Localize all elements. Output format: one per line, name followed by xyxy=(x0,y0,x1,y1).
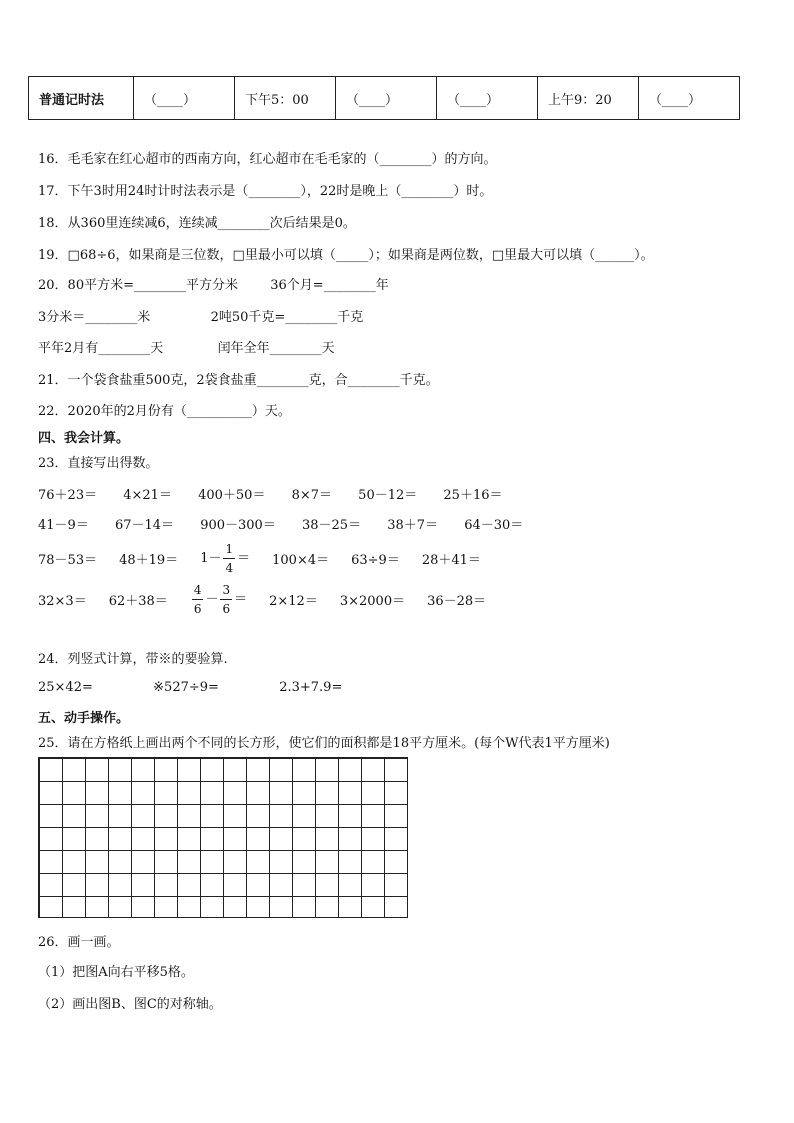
question-19: 19．□68÷6，如果商是三位数，□里最小可以填（_____）；如果商是两位数，□里最大可以填（______）。 xyxy=(38,248,654,263)
calc-item: 36－28＝ xyxy=(427,593,487,609)
question-20-c: 3分米＝________米 xyxy=(38,310,151,325)
fraction-denominator: 6 xyxy=(193,601,202,616)
question-18: 18．从360里连续减6，连续减________次后结果是0。 xyxy=(38,216,356,231)
question-17: 17．下午3时用24时计时法表示是（________），22时是晚上（________）时。 xyxy=(38,184,493,199)
calc-item: 4×21＝ xyxy=(123,488,172,503)
question-20-line-3 xyxy=(38,337,335,356)
calc-item: 100×4＝ xyxy=(272,552,330,568)
fraction-numerator: 4 xyxy=(192,583,204,600)
calc-item: 50－12＝ xyxy=(358,488,418,503)
question-20-line-2 xyxy=(38,306,363,325)
question-22: 22．2020年的2月份有（__________）天。 xyxy=(38,404,291,419)
calc-row-2 xyxy=(38,514,545,533)
question-21: 21．一个袋食盐重500克，2袋食盐重________克，合________千克。 xyxy=(38,373,439,388)
fraction xyxy=(192,583,204,616)
calc-item: 32×3＝ xyxy=(38,593,87,609)
calc-prefix: 1－ xyxy=(200,550,222,566)
calc-row-3 xyxy=(38,541,503,575)
question-20-f: 闰年全年________天 xyxy=(217,341,335,356)
fraction-denominator: 6 xyxy=(222,601,231,616)
calc-item-fraction xyxy=(200,542,250,575)
time-table-cell: 上午9：20 xyxy=(538,77,639,120)
section-5-heading: 五、动手操作。 xyxy=(38,711,130,726)
calc-suffix: ＝ xyxy=(237,550,251,566)
calc-item: 48＋19＝ xyxy=(119,552,179,568)
fraction xyxy=(220,583,232,616)
calc-item: 400＋50＝ xyxy=(198,488,266,503)
calc-item: 76＋23＝ xyxy=(38,488,98,503)
question-16: 16．毛毛家在红心超市的西南方向，红心超市在毛毛家的（________）的方向。 xyxy=(38,152,497,167)
time-table-row xyxy=(29,77,740,120)
time-table-blank[interactable]: （____） xyxy=(437,77,538,120)
vertical-calc-item: 2.3+7.9= xyxy=(279,680,343,695)
question-23: 23．直接写出得数。 xyxy=(38,456,159,471)
vertical-calc-item: ※527÷9= xyxy=(153,680,219,695)
question-20-b: 36个月=________年 xyxy=(270,278,389,293)
time-table-header-cell: 普通记时法 xyxy=(29,77,134,120)
fraction xyxy=(223,542,235,575)
question-26-part-2: （2）画出图B、图C的对称轴。 xyxy=(38,997,222,1012)
calc-item: 63÷9＝ xyxy=(351,552,400,568)
minus-sign: － xyxy=(205,591,219,607)
question-20-d: 2吨50千克=________千克 xyxy=(210,310,364,325)
calc-item-fraction xyxy=(190,583,247,616)
calc-item: 2×12＝ xyxy=(269,593,318,609)
calc-row-1 xyxy=(38,484,525,503)
calc-item: 78－53＝ xyxy=(38,552,98,568)
calc-item: 38＋7＝ xyxy=(387,518,439,533)
vertical-calc-item: 25×42= xyxy=(38,680,93,695)
calc-item: 38－25＝ xyxy=(301,518,362,533)
calc-item: 900－300＝ xyxy=(200,518,276,533)
calc-item: 67－14＝ xyxy=(114,518,175,533)
question-20-e: 平年2月有________天 xyxy=(38,341,164,356)
fraction-numerator: 3 xyxy=(220,583,232,600)
time-table xyxy=(28,76,740,120)
calc-row-4 xyxy=(38,581,508,617)
calc-item: 62＋38＝ xyxy=(108,593,168,609)
question-26-part-1: （1）把图A向右平移5格。 xyxy=(38,965,194,980)
calc-item: 28＋41＝ xyxy=(421,552,481,568)
calc-item: 64－30＝ xyxy=(464,518,524,533)
calc-item: 41－9＝ xyxy=(38,518,89,533)
calc-item: 3×2000＝ xyxy=(339,593,406,609)
time-table-blank[interactable]: （____） xyxy=(134,77,235,120)
fraction-denominator: 4 xyxy=(225,560,234,575)
time-table-cell: 下午5：00 xyxy=(235,77,336,120)
graph-paper-grid[interactable] xyxy=(38,757,408,918)
question-24-items xyxy=(38,680,342,695)
question-20-line-1 xyxy=(38,274,389,293)
question-20-a: 20．80平方米=________平方分米 xyxy=(38,278,238,293)
section-4-heading: 四、我会计算。 xyxy=(38,431,130,446)
time-table-blank[interactable]: （____） xyxy=(336,77,437,120)
time-table-blank[interactable]: （____） xyxy=(639,77,740,120)
question-24: 24．列竖式计算，带※的要验算. xyxy=(38,652,228,667)
equals-sign: ＝ xyxy=(234,591,248,607)
question-25: 25．请在方格纸上画出两个不同的长方形，使它们的面积都是18平方厘米。(每个W代表1平方厘米) xyxy=(38,736,610,751)
fraction-numerator: 1 xyxy=(223,542,235,559)
question-26: 26．画一画。 xyxy=(38,935,120,950)
calc-item: 8×7＝ xyxy=(291,488,333,503)
calc-item: 25＋16＝ xyxy=(443,488,503,503)
